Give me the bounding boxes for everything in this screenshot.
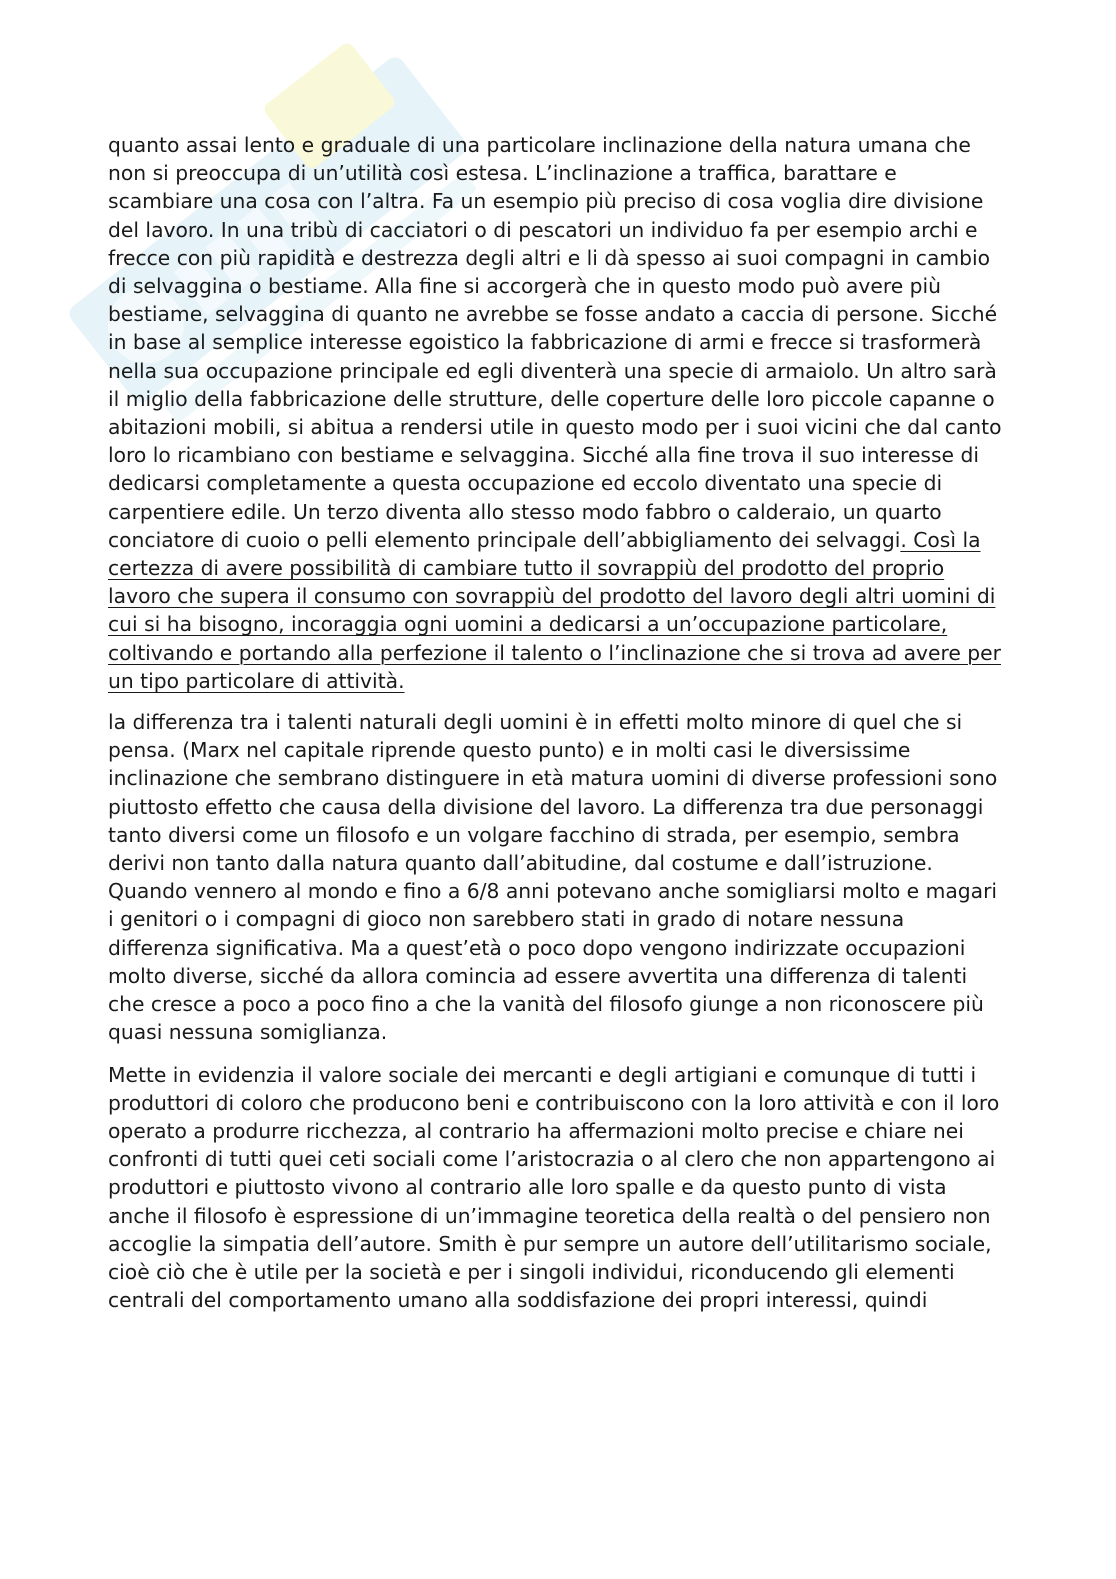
paragraph-2: la differenza tra i talenti naturali degli uomini è in effetti molto minore di quel che si pensa. (Marx nel capitale riprende questo punto) e in molti casi le diversissime inclinazione che sembrano distinguere in età matura uomini di diverse professioni sono piuttosto effetto che causa della divisione del lavoro. La differenza tra due personaggi tanto diversi come un filosofo e un volgare facchino di strada, per esempio, sembra derivi non tanto dalla natura quanto dall’abitudine, dal costume e dall’istruzione. Quando vennero al mondo e fino a 6/8 anni potevano anche somigliarsi molto e magari i genitori o i compagni di gioco non sarebbero stati in grado di notare nessuna differenza significativa. Ma a quest’età o poco dopo vengono indirizzate occupazioni molto diverse, sicché da allora comincia ad essere avvertita una differenza di talenti che cresce a poco a poco fino a che la vanità del filosofo giunge a non riconoscere più quasi nessuna somiglianza. xyxy=(108,710,998,1045)
paragraph-1-underlined-passage: . Così la certezza di avere possibilità di cambiare tutto il sovrappiù del prodotto del proprio lavoro che supera il consumo con sovrappiù del prodotto del lavoro degli altri uomini di cui si ha bisogno, incoraggia ogni uomini a dedicarsi a un’occupazione particolare, coltivando e portando alla perfezione il talento o l’inclinazione che si trova ad avere per un tipo particolare di attività. xyxy=(108,527,1001,693)
paragraph-1-text: quanto assai lento e graduale di una particolare inclinazione della natura umana che non si preoccupa di un’utilità così estesa. L’inclinazione a traffica, barattare e scambiare una cosa con l’altra. Fa un esempio più preciso di cosa voglia dire divisione del lavoro. In una tribù di cacciatori o di pescatori un individuo fa per esempio archi e frecce con più rapidità e destrezza degli altri e li dà spesso ai suoi compagni in cambio di selvaggina o bestiame. Alla fine si accorgerà che in questo modo può avere più bestiame, selvaggina di quanto ne avrebbe se fosse andato a caccia di persone. Sicché in base al semplice interesse egoistico la fabbricazione di armi e frecce si trasformerà nella sua occupazione principale ed egli diventerà una specie di armaiolo. Un altro sarà il miglio della fabbricazione delle strutture, delle coperture delle loro piccole capanne o abitazioni mobili, si abitua a rendersi utile in questo modo per i suoi vicini che dal canto loro lo ricambiano con bestiame e selvaggina. Sicché alla fine trova il suo interesse di dedicarsi completamente a questa occupazione ed eccolo diventato una specie di carpentiere edile. Un terzo diventa allo stesso modo fabbro o calderaio, un quarto conciatore di cuoio o pelli elemento principale dell’abbigliamento dei selvaggi xyxy=(108,133,1002,552)
paragraph-3: Mette in evidenzia il valore sociale dei mercanti e degli artigiani e comunque di tutti i produttori di coloro che producono beni e contribuiscono con la loro attività e con il loro operato a produrre ricchezza, al contrario ha affermazioni molto precise e chiare nei confronti di tutti quei ceti sociali come l’aristocrazia o al clero che non appartengono ai produttori e piuttosto vivono al contrario alle loro spalle e da questo punto di vista anche il filosofo è espressione di un’immagine teoretica della realtà o del pensiero non accoglie la simpatia dell’autore. Smith è pur sempre un autore dell’utilitarismo sociale, cioè ciò che è utile per la società e per i singoli individui, riconducendo gli elementi centrali del comportamento umano alla soddisfazione dei propri interessi, quindi xyxy=(108,1062,1000,1313)
paragraph-1 xyxy=(108,131,1008,695)
document-body xyxy=(108,131,1008,1314)
